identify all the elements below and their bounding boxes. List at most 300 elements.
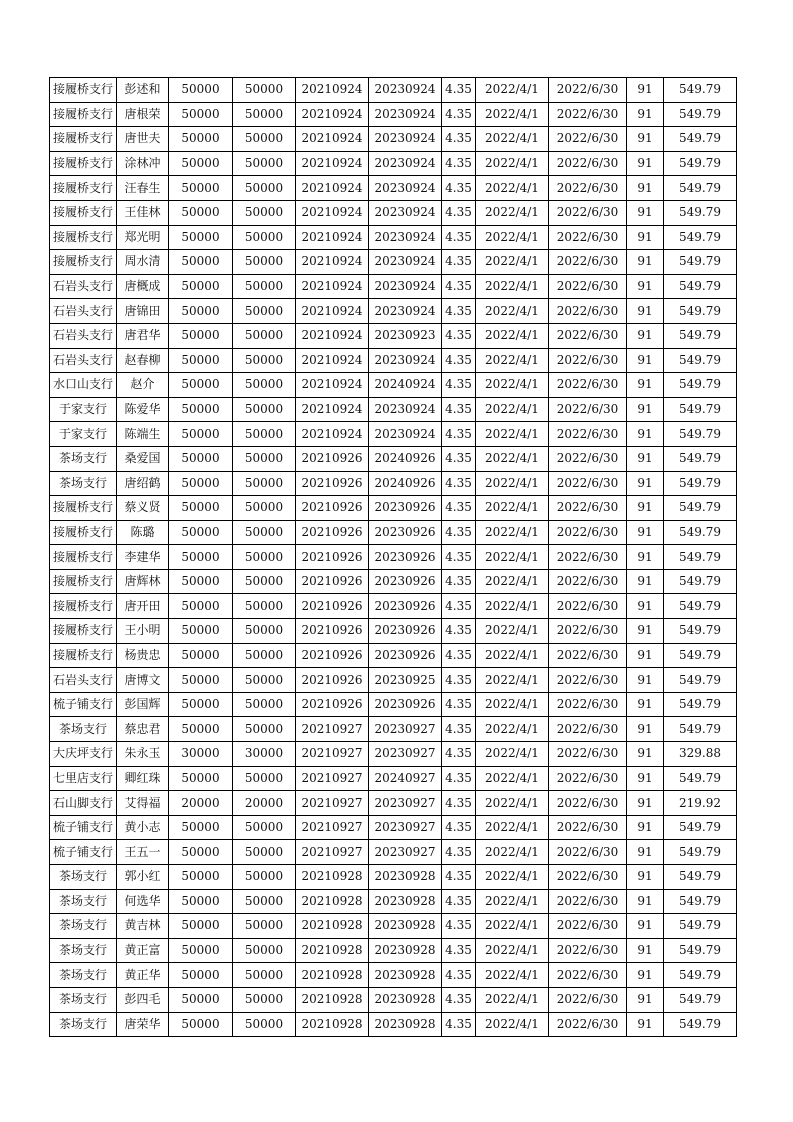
days-cell: 91 bbox=[627, 766, 664, 791]
loan-amount-cell: 50000 bbox=[169, 496, 233, 521]
days-cell: 91 bbox=[627, 176, 664, 201]
period-start-cell: 2022/4/1 bbox=[476, 963, 549, 988]
period-end-cell: 2022/6/30 bbox=[549, 1012, 627, 1037]
days-cell: 91 bbox=[627, 446, 664, 471]
period-start-cell: 2022/4/1 bbox=[476, 78, 549, 103]
interest-rate-cell: 4.35 bbox=[442, 127, 476, 152]
balance-cell: 50000 bbox=[233, 668, 296, 693]
table-row bbox=[50, 766, 737, 791]
period-start-cell: 2022/4/1 bbox=[476, 815, 549, 840]
balance-cell: 50000 bbox=[233, 397, 296, 422]
period-end-cell: 2022/6/30 bbox=[549, 496, 627, 521]
interest-rate-cell: 4.35 bbox=[442, 1012, 476, 1037]
period-end-cell: 2022/6/30 bbox=[549, 299, 627, 324]
interest-rate-cell: 4.35 bbox=[442, 791, 476, 816]
borrower-name-cell: 彭四毛 bbox=[117, 987, 169, 1012]
maturity-date-cell: 20230924 bbox=[369, 151, 442, 176]
period-start-cell: 2022/4/1 bbox=[476, 225, 549, 250]
balance-cell: 50000 bbox=[233, 520, 296, 545]
borrower-name-cell: 彭述和 bbox=[117, 78, 169, 103]
start-date-cell: 20210927 bbox=[296, 840, 369, 865]
table-row bbox=[50, 742, 737, 767]
balance-cell: 50000 bbox=[233, 865, 296, 890]
period-end-cell: 2022/6/30 bbox=[549, 225, 627, 250]
borrower-name-cell: 唐世夫 bbox=[117, 127, 169, 152]
start-date-cell: 20210926 bbox=[296, 594, 369, 619]
days-cell: 91 bbox=[627, 692, 664, 717]
maturity-date-cell: 20230928 bbox=[369, 963, 442, 988]
borrower-name-cell: 桑爱国 bbox=[117, 446, 169, 471]
loan-amount-cell: 50000 bbox=[169, 274, 233, 299]
period-start-cell: 2022/4/1 bbox=[476, 176, 549, 201]
loan-amount-cell: 50000 bbox=[169, 422, 233, 447]
period-end-cell: 2022/6/30 bbox=[549, 594, 627, 619]
interest-rate-cell: 4.35 bbox=[442, 865, 476, 890]
period-start-cell: 2022/4/1 bbox=[476, 397, 549, 422]
table-row bbox=[50, 619, 737, 644]
period-start-cell: 2022/4/1 bbox=[476, 299, 549, 324]
interest-amount-cell: 549.79 bbox=[664, 299, 737, 324]
maturity-date-cell: 20230928 bbox=[369, 889, 442, 914]
maturity-date-cell: 20230926 bbox=[369, 545, 442, 570]
days-cell: 91 bbox=[627, 520, 664, 545]
table-row bbox=[50, 127, 737, 152]
period-end-cell: 2022/6/30 bbox=[549, 766, 627, 791]
balance-cell: 50000 bbox=[233, 225, 296, 250]
interest-amount-cell: 549.79 bbox=[664, 373, 737, 398]
interest-rate-cell: 4.35 bbox=[442, 963, 476, 988]
loan-interest-sheet bbox=[49, 77, 737, 1037]
branch-cell: 接履桥支行 bbox=[50, 127, 117, 152]
period-end-cell: 2022/6/30 bbox=[549, 422, 627, 447]
table-row bbox=[50, 865, 737, 890]
borrower-name-cell: 陈璐 bbox=[117, 520, 169, 545]
maturity-date-cell: 20230924 bbox=[369, 348, 442, 373]
days-cell: 91 bbox=[627, 643, 664, 668]
interest-amount-cell: 549.79 bbox=[664, 938, 737, 963]
maturity-date-cell: 20230927 bbox=[369, 815, 442, 840]
table-row bbox=[50, 397, 737, 422]
interest-amount-cell: 549.79 bbox=[664, 225, 737, 250]
start-date-cell: 20210928 bbox=[296, 1012, 369, 1037]
interest-amount-cell: 549.79 bbox=[664, 914, 737, 939]
borrower-name-cell: 黄正华 bbox=[117, 963, 169, 988]
period-start-cell: 2022/4/1 bbox=[476, 840, 549, 865]
table-row bbox=[50, 815, 737, 840]
balance-cell: 50000 bbox=[233, 914, 296, 939]
table-row bbox=[50, 668, 737, 693]
days-cell: 91 bbox=[627, 545, 664, 570]
branch-cell: 接履桥支行 bbox=[50, 496, 117, 521]
start-date-cell: 20210926 bbox=[296, 446, 369, 471]
loan-amount-cell: 50000 bbox=[169, 520, 233, 545]
balance-cell: 50000 bbox=[233, 151, 296, 176]
interest-rate-cell: 4.35 bbox=[442, 274, 476, 299]
branch-cell: 茶场支行 bbox=[50, 889, 117, 914]
branch-cell: 石山脚支行 bbox=[50, 791, 117, 816]
branch-cell: 茶场支行 bbox=[50, 1012, 117, 1037]
maturity-date-cell: 20230924 bbox=[369, 250, 442, 275]
table-row bbox=[50, 594, 737, 619]
period-start-cell: 2022/4/1 bbox=[476, 717, 549, 742]
loan-amount-cell: 50000 bbox=[169, 446, 233, 471]
interest-rate-cell: 4.35 bbox=[442, 545, 476, 570]
balance-cell: 50000 bbox=[233, 545, 296, 570]
interest-amount-cell: 549.79 bbox=[664, 323, 737, 348]
borrower-name-cell: 唐开田 bbox=[117, 594, 169, 619]
balance-cell: 50000 bbox=[233, 840, 296, 865]
interest-rate-cell: 4.35 bbox=[442, 643, 476, 668]
interest-amount-cell: 549.79 bbox=[664, 200, 737, 225]
interest-rate-cell: 4.35 bbox=[442, 200, 476, 225]
days-cell: 91 bbox=[627, 471, 664, 496]
borrower-name-cell: 黄吉林 bbox=[117, 914, 169, 939]
start-date-cell: 20210927 bbox=[296, 717, 369, 742]
maturity-date-cell: 20230928 bbox=[369, 865, 442, 890]
borrower-name-cell: 蔡忠君 bbox=[117, 717, 169, 742]
days-cell: 91 bbox=[627, 569, 664, 594]
period-start-cell: 2022/4/1 bbox=[476, 446, 549, 471]
period-end-cell: 2022/6/30 bbox=[549, 446, 627, 471]
table-row bbox=[50, 963, 737, 988]
maturity-date-cell: 20230924 bbox=[369, 200, 442, 225]
balance-cell: 50000 bbox=[233, 938, 296, 963]
start-date-cell: 20210926 bbox=[296, 496, 369, 521]
borrower-name-cell: 朱永玉 bbox=[117, 742, 169, 767]
interest-rate-cell: 4.35 bbox=[442, 348, 476, 373]
borrower-name-cell: 唐荣华 bbox=[117, 1012, 169, 1037]
table-row bbox=[50, 692, 737, 717]
balance-cell: 50000 bbox=[233, 250, 296, 275]
period-end-cell: 2022/6/30 bbox=[549, 791, 627, 816]
loan-amount-cell: 50000 bbox=[169, 373, 233, 398]
period-end-cell: 2022/6/30 bbox=[549, 151, 627, 176]
days-cell: 91 bbox=[627, 594, 664, 619]
period-end-cell: 2022/6/30 bbox=[549, 914, 627, 939]
branch-cell: 大庆坪支行 bbox=[50, 742, 117, 767]
loan-amount-cell: 30000 bbox=[169, 742, 233, 767]
period-start-cell: 2022/4/1 bbox=[476, 914, 549, 939]
balance-cell: 50000 bbox=[233, 78, 296, 103]
branch-cell: 石岩头支行 bbox=[50, 348, 117, 373]
period-start-cell: 2022/4/1 bbox=[476, 668, 549, 693]
balance-cell: 50000 bbox=[233, 446, 296, 471]
loan-amount-cell: 50000 bbox=[169, 250, 233, 275]
interest-amount-cell: 549.79 bbox=[664, 1012, 737, 1037]
interest-amount-cell: 549.79 bbox=[664, 692, 737, 717]
days-cell: 91 bbox=[627, 938, 664, 963]
balance-cell: 50000 bbox=[233, 619, 296, 644]
days-cell: 91 bbox=[627, 397, 664, 422]
balance-cell: 50000 bbox=[233, 766, 296, 791]
start-date-cell: 20210924 bbox=[296, 176, 369, 201]
period-end-cell: 2022/6/30 bbox=[549, 643, 627, 668]
start-date-cell: 20210924 bbox=[296, 348, 369, 373]
loan-amount-cell: 50000 bbox=[169, 668, 233, 693]
start-date-cell: 20210924 bbox=[296, 151, 369, 176]
table-row bbox=[50, 373, 737, 398]
table-row bbox=[50, 569, 737, 594]
borrower-name-cell: 蔡义贤 bbox=[117, 496, 169, 521]
maturity-date-cell: 20230924 bbox=[369, 422, 442, 447]
period-start-cell: 2022/4/1 bbox=[476, 422, 549, 447]
period-start-cell: 2022/4/1 bbox=[476, 865, 549, 890]
start-date-cell: 20210924 bbox=[296, 323, 369, 348]
balance-cell: 50000 bbox=[233, 1012, 296, 1037]
table-row bbox=[50, 446, 737, 471]
table-row bbox=[50, 840, 737, 865]
branch-cell: 于家支行 bbox=[50, 422, 117, 447]
table-body bbox=[50, 78, 737, 1037]
period-end-cell: 2022/6/30 bbox=[549, 963, 627, 988]
branch-cell: 接履桥支行 bbox=[50, 78, 117, 103]
interest-amount-cell: 549.79 bbox=[664, 594, 737, 619]
loan-amount-cell: 50000 bbox=[169, 594, 233, 619]
period-start-cell: 2022/4/1 bbox=[476, 594, 549, 619]
interest-amount-cell: 549.79 bbox=[664, 348, 737, 373]
loan-amount-cell: 50000 bbox=[169, 176, 233, 201]
maturity-date-cell: 20230928 bbox=[369, 938, 442, 963]
balance-cell: 50000 bbox=[233, 274, 296, 299]
period-end-cell: 2022/6/30 bbox=[549, 545, 627, 570]
interest-amount-cell: 549.79 bbox=[664, 102, 737, 127]
start-date-cell: 20210924 bbox=[296, 200, 369, 225]
interest-amount-cell: 549.79 bbox=[664, 766, 737, 791]
table-row bbox=[50, 102, 737, 127]
balance-cell: 50000 bbox=[233, 176, 296, 201]
days-cell: 91 bbox=[627, 127, 664, 152]
days-cell: 91 bbox=[627, 496, 664, 521]
interest-rate-cell: 4.35 bbox=[442, 717, 476, 742]
period-start-cell: 2022/4/1 bbox=[476, 373, 549, 398]
start-date-cell: 20210927 bbox=[296, 766, 369, 791]
branch-cell: 茶场支行 bbox=[50, 938, 117, 963]
days-cell: 91 bbox=[627, 619, 664, 644]
interest-amount-cell: 549.79 bbox=[664, 717, 737, 742]
period-end-cell: 2022/6/30 bbox=[549, 127, 627, 152]
maturity-date-cell: 20230927 bbox=[369, 742, 442, 767]
loan-amount-cell: 20000 bbox=[169, 791, 233, 816]
interest-rate-cell: 4.35 bbox=[442, 987, 476, 1012]
branch-cell: 茶场支行 bbox=[50, 865, 117, 890]
borrower-name-cell: 唐锦田 bbox=[117, 299, 169, 324]
period-end-cell: 2022/6/30 bbox=[549, 200, 627, 225]
borrower-name-cell: 赵春柳 bbox=[117, 348, 169, 373]
start-date-cell: 20210926 bbox=[296, 692, 369, 717]
balance-cell: 50000 bbox=[233, 127, 296, 152]
loan-amount-cell: 50000 bbox=[169, 963, 233, 988]
interest-amount-cell: 549.79 bbox=[664, 643, 737, 668]
period-end-cell: 2022/6/30 bbox=[549, 889, 627, 914]
balance-cell: 50000 bbox=[233, 569, 296, 594]
interest-rate-cell: 4.35 bbox=[442, 299, 476, 324]
borrower-name-cell: 郑光明 bbox=[117, 225, 169, 250]
days-cell: 91 bbox=[627, 200, 664, 225]
days-cell: 91 bbox=[627, 250, 664, 275]
loan-amount-cell: 50000 bbox=[169, 914, 233, 939]
interest-rate-cell: 4.35 bbox=[442, 323, 476, 348]
period-end-cell: 2022/6/30 bbox=[549, 668, 627, 693]
borrower-name-cell: 陈端生 bbox=[117, 422, 169, 447]
period-end-cell: 2022/6/30 bbox=[549, 397, 627, 422]
start-date-cell: 20210924 bbox=[296, 78, 369, 103]
days-cell: 91 bbox=[627, 151, 664, 176]
interest-rate-cell: 4.35 bbox=[442, 840, 476, 865]
loan-amount-cell: 50000 bbox=[169, 889, 233, 914]
interest-rate-cell: 4.35 bbox=[442, 938, 476, 963]
branch-cell: 石岩头支行 bbox=[50, 274, 117, 299]
table-row bbox=[50, 200, 737, 225]
interest-amount-cell: 549.79 bbox=[664, 619, 737, 644]
interest-rate-cell: 4.35 bbox=[442, 496, 476, 521]
balance-cell: 50000 bbox=[233, 422, 296, 447]
period-start-cell: 2022/4/1 bbox=[476, 520, 549, 545]
period-start-cell: 2022/4/1 bbox=[476, 200, 549, 225]
maturity-date-cell: 20230924 bbox=[369, 102, 442, 127]
interest-rate-cell: 4.35 bbox=[442, 520, 476, 545]
period-end-cell: 2022/6/30 bbox=[549, 569, 627, 594]
interest-rate-cell: 4.35 bbox=[442, 471, 476, 496]
start-date-cell: 20210926 bbox=[296, 569, 369, 594]
branch-cell: 接履桥支行 bbox=[50, 151, 117, 176]
table-row bbox=[50, 938, 737, 963]
branch-cell: 接履桥支行 bbox=[50, 520, 117, 545]
maturity-date-cell: 20230924 bbox=[369, 78, 442, 103]
period-start-cell: 2022/4/1 bbox=[476, 323, 549, 348]
balance-cell: 50000 bbox=[233, 889, 296, 914]
days-cell: 91 bbox=[627, 742, 664, 767]
branch-cell: 于家支行 bbox=[50, 397, 117, 422]
loan-amount-cell: 50000 bbox=[169, 102, 233, 127]
borrower-name-cell: 周水清 bbox=[117, 250, 169, 275]
period-start-cell: 2022/4/1 bbox=[476, 766, 549, 791]
borrower-name-cell: 何选华 bbox=[117, 889, 169, 914]
period-end-cell: 2022/6/30 bbox=[549, 323, 627, 348]
interest-rate-cell: 4.35 bbox=[442, 176, 476, 201]
start-date-cell: 20210926 bbox=[296, 471, 369, 496]
table-row bbox=[50, 225, 737, 250]
interest-amount-cell: 549.79 bbox=[664, 569, 737, 594]
period-start-cell: 2022/4/1 bbox=[476, 151, 549, 176]
start-date-cell: 20210926 bbox=[296, 545, 369, 570]
loan-amount-cell: 50000 bbox=[169, 865, 233, 890]
period-end-cell: 2022/6/30 bbox=[549, 692, 627, 717]
branch-cell: 接履桥支行 bbox=[50, 200, 117, 225]
loan-amount-cell: 50000 bbox=[169, 348, 233, 373]
interest-rate-cell: 4.35 bbox=[442, 151, 476, 176]
start-date-cell: 20210926 bbox=[296, 668, 369, 693]
loan-amount-cell: 50000 bbox=[169, 692, 233, 717]
branch-cell: 茶场支行 bbox=[50, 914, 117, 939]
loan-amount-cell: 50000 bbox=[169, 78, 233, 103]
balance-cell: 50000 bbox=[233, 643, 296, 668]
loan-amount-cell: 50000 bbox=[169, 815, 233, 840]
table-row bbox=[50, 348, 737, 373]
days-cell: 91 bbox=[627, 791, 664, 816]
interest-amount-cell: 549.79 bbox=[664, 496, 737, 521]
interest-amount-cell: 549.79 bbox=[664, 987, 737, 1012]
period-start-cell: 2022/4/1 bbox=[476, 619, 549, 644]
loan-table bbox=[49, 77, 737, 1037]
period-start-cell: 2022/4/1 bbox=[476, 987, 549, 1012]
balance-cell: 50000 bbox=[233, 471, 296, 496]
maturity-date-cell: 20230924 bbox=[369, 397, 442, 422]
maturity-date-cell: 20230926 bbox=[369, 496, 442, 521]
days-cell: 91 bbox=[627, 78, 664, 103]
branch-cell: 接履桥支行 bbox=[50, 643, 117, 668]
interest-rate-cell: 4.35 bbox=[442, 225, 476, 250]
start-date-cell: 20210924 bbox=[296, 274, 369, 299]
interest-rate-cell: 4.35 bbox=[442, 102, 476, 127]
borrower-name-cell: 陈爱华 bbox=[117, 397, 169, 422]
start-date-cell: 20210928 bbox=[296, 963, 369, 988]
maturity-date-cell: 20230924 bbox=[369, 299, 442, 324]
balance-cell: 50000 bbox=[233, 594, 296, 619]
borrower-name-cell: 汪春生 bbox=[117, 176, 169, 201]
balance-cell: 50000 bbox=[233, 200, 296, 225]
table-row bbox=[50, 250, 737, 275]
period-start-cell: 2022/4/1 bbox=[476, 127, 549, 152]
days-cell: 91 bbox=[627, 225, 664, 250]
maturity-date-cell: 20230926 bbox=[369, 594, 442, 619]
maturity-date-cell: 20230928 bbox=[369, 987, 442, 1012]
maturity-date-cell: 20240926 bbox=[369, 446, 442, 471]
period-start-cell: 2022/4/1 bbox=[476, 569, 549, 594]
balance-cell: 50000 bbox=[233, 102, 296, 127]
borrower-name-cell: 黄正富 bbox=[117, 938, 169, 963]
table-row bbox=[50, 176, 737, 201]
maturity-date-cell: 20230926 bbox=[369, 520, 442, 545]
borrower-name-cell: 涂林冲 bbox=[117, 151, 169, 176]
period-end-cell: 2022/6/30 bbox=[549, 938, 627, 963]
interest-rate-cell: 4.35 bbox=[442, 446, 476, 471]
period-start-cell: 2022/4/1 bbox=[476, 643, 549, 668]
branch-cell: 茶场支行 bbox=[50, 446, 117, 471]
period-start-cell: 2022/4/1 bbox=[476, 348, 549, 373]
table-row bbox=[50, 520, 737, 545]
balance-cell: 50000 bbox=[233, 496, 296, 521]
period-end-cell: 2022/6/30 bbox=[549, 742, 627, 767]
table-row bbox=[50, 471, 737, 496]
period-start-cell: 2022/4/1 bbox=[476, 742, 549, 767]
balance-cell: 50000 bbox=[233, 348, 296, 373]
table-row bbox=[50, 545, 737, 570]
balance-cell: 30000 bbox=[233, 742, 296, 767]
branch-cell: 接履桥支行 bbox=[50, 176, 117, 201]
maturity-date-cell: 20230924 bbox=[369, 274, 442, 299]
days-cell: 91 bbox=[627, 717, 664, 742]
branch-cell: 接履桥支行 bbox=[50, 594, 117, 619]
interest-rate-cell: 4.35 bbox=[442, 668, 476, 693]
branch-cell: 梳子铺支行 bbox=[50, 815, 117, 840]
branch-cell: 接履桥支行 bbox=[50, 569, 117, 594]
period-end-cell: 2022/6/30 bbox=[549, 274, 627, 299]
table-row bbox=[50, 422, 737, 447]
balance-cell: 50000 bbox=[233, 963, 296, 988]
maturity-date-cell: 20230928 bbox=[369, 914, 442, 939]
branch-cell: 茶场支行 bbox=[50, 963, 117, 988]
start-date-cell: 20210928 bbox=[296, 938, 369, 963]
borrower-name-cell: 艾得福 bbox=[117, 791, 169, 816]
days-cell: 91 bbox=[627, 889, 664, 914]
table-row bbox=[50, 323, 737, 348]
days-cell: 91 bbox=[627, 299, 664, 324]
branch-cell: 梳子铺支行 bbox=[50, 692, 117, 717]
interest-amount-cell: 549.79 bbox=[664, 471, 737, 496]
period-start-cell: 2022/4/1 bbox=[476, 274, 549, 299]
borrower-name-cell: 王小明 bbox=[117, 619, 169, 644]
period-start-cell: 2022/4/1 bbox=[476, 496, 549, 521]
